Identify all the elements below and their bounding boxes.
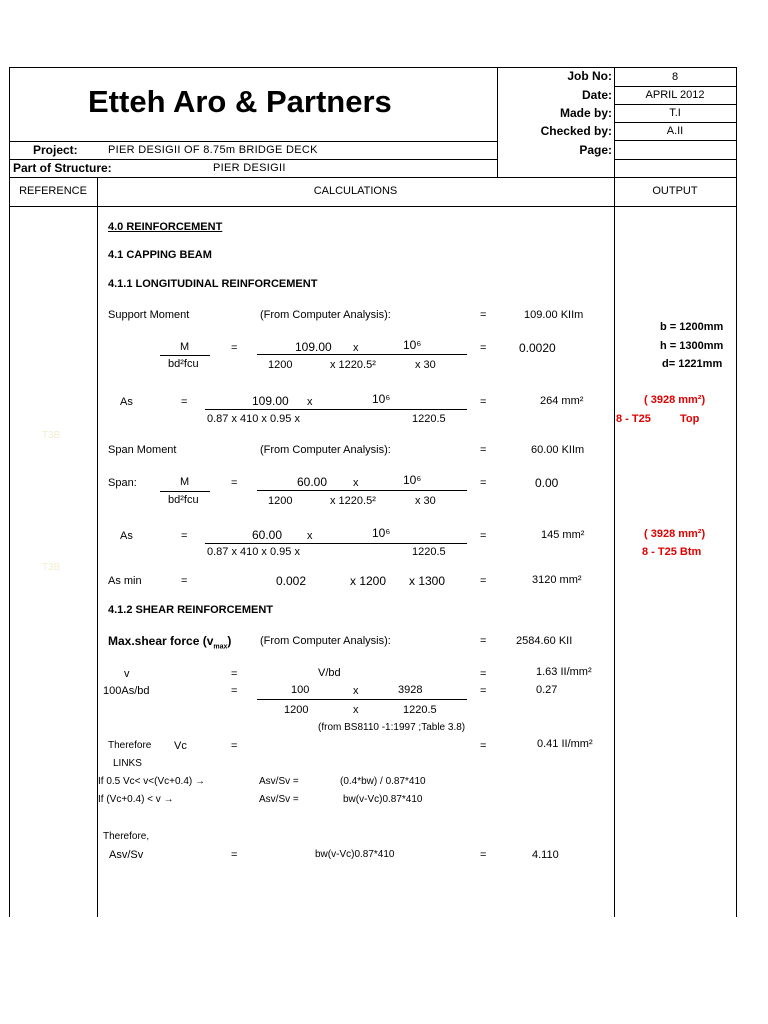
output-top-position: Top xyxy=(680,413,700,425)
v-expression: V/bd xyxy=(318,667,341,679)
support-moment-source: (From Computer Analysis): xyxy=(260,309,391,321)
v-label: v xyxy=(124,668,130,680)
output-column-header: OUTPUT xyxy=(652,185,698,197)
numerator-moment: 60.00 xyxy=(297,475,328,489)
made-by-value: T.I xyxy=(669,107,681,119)
column-header-rule xyxy=(9,206,737,207)
equals-sign: = xyxy=(480,396,487,408)
max-shear-source: (From Computer Analysis): xyxy=(260,635,391,647)
frame-top xyxy=(9,67,737,68)
max-shear-subscript: max xyxy=(213,643,228,651)
checked-by-label: Checked by: xyxy=(540,124,612,138)
structure-label: Part of Structure: xyxy=(13,161,112,175)
date-cell-rule xyxy=(614,104,736,105)
output-h: h = 1300mm xyxy=(660,340,724,352)
link-condition-2: If (Vc+0.4) < v → xyxy=(98,794,174,805)
as-label: As xyxy=(120,530,133,542)
made-by-label: Made by: xyxy=(559,106,612,120)
equals-sign: = xyxy=(480,740,487,752)
made-by-cell-rule xyxy=(614,122,736,123)
frame-right xyxy=(736,67,737,917)
support-moment-value: 109.00 KIIm xyxy=(524,309,584,321)
ratio-denominator-times: x xyxy=(353,704,359,716)
structure-value: PIER DESIGII xyxy=(213,162,286,174)
reference-mark: T3B xyxy=(42,430,61,441)
ratio-denominator-depth: 1220.5 xyxy=(403,704,437,716)
job-no-label: Job No: xyxy=(567,69,612,83)
date-value: APRIL 2012 xyxy=(645,89,705,101)
link-condition-2-result: bw(v-Vc)0.87*410 xyxy=(343,794,423,805)
fraction-bar xyxy=(205,543,467,544)
as-min-height: x 1300 xyxy=(409,574,446,588)
company-title: Etteh Aro & Partners xyxy=(88,84,392,119)
equals-sign: = xyxy=(480,530,487,542)
fraction-bar xyxy=(257,354,467,355)
link-condition-1-expr: Asv/Sv = xyxy=(259,776,299,787)
page-cell-rule xyxy=(614,159,736,160)
ratio-denominator: bd²fcu xyxy=(168,494,199,506)
as-denominator-depth: 1220.5 xyxy=(412,546,446,558)
span-moment-label: Span Moment xyxy=(108,444,177,456)
reference-mark: T3B xyxy=(42,562,61,573)
section-heading: 4.1 CAPPING BEAM xyxy=(108,249,212,261)
denominator-depth: x 1220.5² xyxy=(330,359,376,371)
project-value: PIER DESIGII OF 8.75m BRIDGE DECK xyxy=(108,144,318,156)
max-shear-value: 2584.60 KII xyxy=(516,635,573,647)
equals-sign: = xyxy=(181,530,188,542)
section-heading: 4.0 REINFORCEMENT xyxy=(108,221,223,233)
equals-sign: = xyxy=(231,342,238,354)
ratio-numerator-area: 3928 xyxy=(398,684,423,696)
denominator-fcu: x 30 xyxy=(415,495,436,507)
as-numerator-times: x xyxy=(307,530,313,542)
header-bottom-rule xyxy=(9,177,737,178)
output-top-area: ( 3928 mm²) xyxy=(644,394,706,406)
equals-sign: = xyxy=(480,444,487,456)
as-label: As xyxy=(120,396,133,408)
page-label: Page: xyxy=(579,143,612,157)
checked-by-cell-rule xyxy=(614,140,736,141)
as-numerator-moment: 60.00 xyxy=(252,528,283,542)
section-heading: 4.1.2 SHEAR REINFORCEMENT xyxy=(108,604,274,616)
asv-sv-value: 4.110 xyxy=(532,849,559,861)
steel-ratio-value: 0.27 xyxy=(536,684,558,696)
date-label: Date: xyxy=(581,88,612,102)
as-numerator-power: 10⁶ xyxy=(372,392,391,406)
output-bottom-area: ( 3928 mm²) xyxy=(644,528,706,540)
numerator-times: x xyxy=(353,342,359,354)
span-ratio-label: Span: xyxy=(108,477,137,489)
span-moment-value: 60.00 KIIm xyxy=(531,444,585,456)
numerator-times: x xyxy=(353,477,359,489)
as-min-ratio: 0.002 xyxy=(276,574,307,588)
link-condition-1-result: (0.4*bw) / 0.87*410 xyxy=(340,776,426,787)
max-shear-label xyxy=(108,634,231,650)
as-numerator-moment: 109.00 xyxy=(252,394,289,408)
reference-column-divider xyxy=(97,177,98,917)
link-condition-2-expr: Asv/Sv = xyxy=(259,794,299,805)
equals-sign: = xyxy=(480,668,487,680)
job-no-value: 8 xyxy=(671,71,679,83)
fraction-bar xyxy=(205,409,467,410)
as-denominator: 0.87 x 410 x 0.95 x xyxy=(207,413,300,425)
title-bottom-rule xyxy=(9,141,497,142)
as-min-value: 3120 mm² xyxy=(532,574,582,586)
equals-sign: = xyxy=(231,685,238,697)
span-moment-source: (From Computer Analysis): xyxy=(260,444,391,456)
denominator-width: 1200 xyxy=(268,495,293,507)
equals-sign: = xyxy=(480,685,487,697)
v-value: 1.63 II/mm² xyxy=(536,666,592,678)
calculations-column-header: CALCULATIONS xyxy=(313,185,398,197)
denominator-fcu: x 30 xyxy=(415,359,436,371)
equals-sign: = xyxy=(231,849,238,861)
equals-sign: = xyxy=(480,849,487,861)
as-numerator-times: x xyxy=(307,396,313,408)
steel-ratio-label: 100As/bd xyxy=(103,685,150,697)
numerator-power: 10⁶ xyxy=(403,473,422,487)
header-divider xyxy=(497,67,498,178)
ratio-numerator-100: 100 xyxy=(291,684,310,696)
link-condition-1: If 0.5 Vc< v<(Vc+0.4) → xyxy=(98,776,205,787)
numerator-power: 10⁶ xyxy=(403,338,422,352)
equals-sign: = xyxy=(181,396,188,408)
checked-by-value: A.II xyxy=(666,125,684,137)
ratio-numerator: M xyxy=(180,341,190,353)
ratio-denominator: bd²fcu xyxy=(168,358,199,370)
equals-sign: = xyxy=(181,575,188,587)
denominator-width: 1200 xyxy=(268,359,293,371)
project-label: Project: xyxy=(33,143,78,157)
section-heading: 4.1.1 LONGITUDINAL REINFORCEMENT xyxy=(108,278,318,290)
equals-sign: = xyxy=(480,575,487,587)
equals-sign: = xyxy=(480,342,487,354)
equals-sign: = xyxy=(480,477,487,489)
max-shear-text: Max.shear force (v xyxy=(108,634,214,648)
numerator-moment: 109.00 xyxy=(295,340,332,354)
fraction-bar xyxy=(257,490,467,491)
as-span-value: 145 mm² xyxy=(541,529,585,541)
equals-sign: = xyxy=(480,635,487,647)
vc-label: Vc xyxy=(174,740,187,752)
fraction-bar xyxy=(160,491,210,492)
ratio-numerator: M xyxy=(180,476,190,488)
fraction-bar xyxy=(257,699,467,700)
therefore-label: Therefore xyxy=(108,740,152,751)
fraction-bar xyxy=(160,355,210,356)
as-denominator: 0.87 x 410 x 0.95 x xyxy=(207,546,300,558)
asv-sv-label: Asv/Sv xyxy=(109,849,144,861)
output-top-bars: 8 - T25 xyxy=(616,413,651,425)
job-no-cell-rule xyxy=(614,86,736,87)
code-reference: (from BS8110 -1:1997 ;Table 3.8) xyxy=(318,722,466,733)
as-numerator-power: 10⁶ xyxy=(372,526,391,540)
reference-column-header: REFERENCE xyxy=(19,185,87,197)
ratio-denominator-width: 1200 xyxy=(284,704,309,716)
ratio-numerator-times: x xyxy=(353,685,359,697)
as-min-width: x 1200 xyxy=(350,574,387,588)
support-moment-label: Support Moment xyxy=(108,309,190,321)
vc-value: 0.41 II/mm² xyxy=(537,738,593,750)
equals-sign: = xyxy=(231,668,238,680)
as-min-label: As min xyxy=(108,575,142,587)
project-rule xyxy=(9,159,497,160)
therefore-label: Therefore, xyxy=(103,831,150,842)
links-label: LINKS xyxy=(113,758,142,769)
support-ratio-value: 0.0020 xyxy=(519,341,556,355)
asv-sv-expression: bw(v-Vc)0.87*410 xyxy=(315,849,395,860)
output-d: d= 1221mm xyxy=(662,358,723,370)
equals-sign: = xyxy=(231,477,238,489)
output-bottom-bars: 8 - T25 Btm xyxy=(642,546,702,558)
output-b: b = 1200mm xyxy=(660,321,724,333)
denominator-depth: x 1220.5² xyxy=(330,495,376,507)
max-shear-close: ) xyxy=(227,634,232,648)
equals-sign: = xyxy=(231,740,238,752)
as-support-value: 264 mm² xyxy=(540,395,584,407)
equals-sign: = xyxy=(480,309,487,321)
as-denominator-depth: 1220.5 xyxy=(412,413,446,425)
span-ratio-value: 0.00 xyxy=(535,476,559,490)
